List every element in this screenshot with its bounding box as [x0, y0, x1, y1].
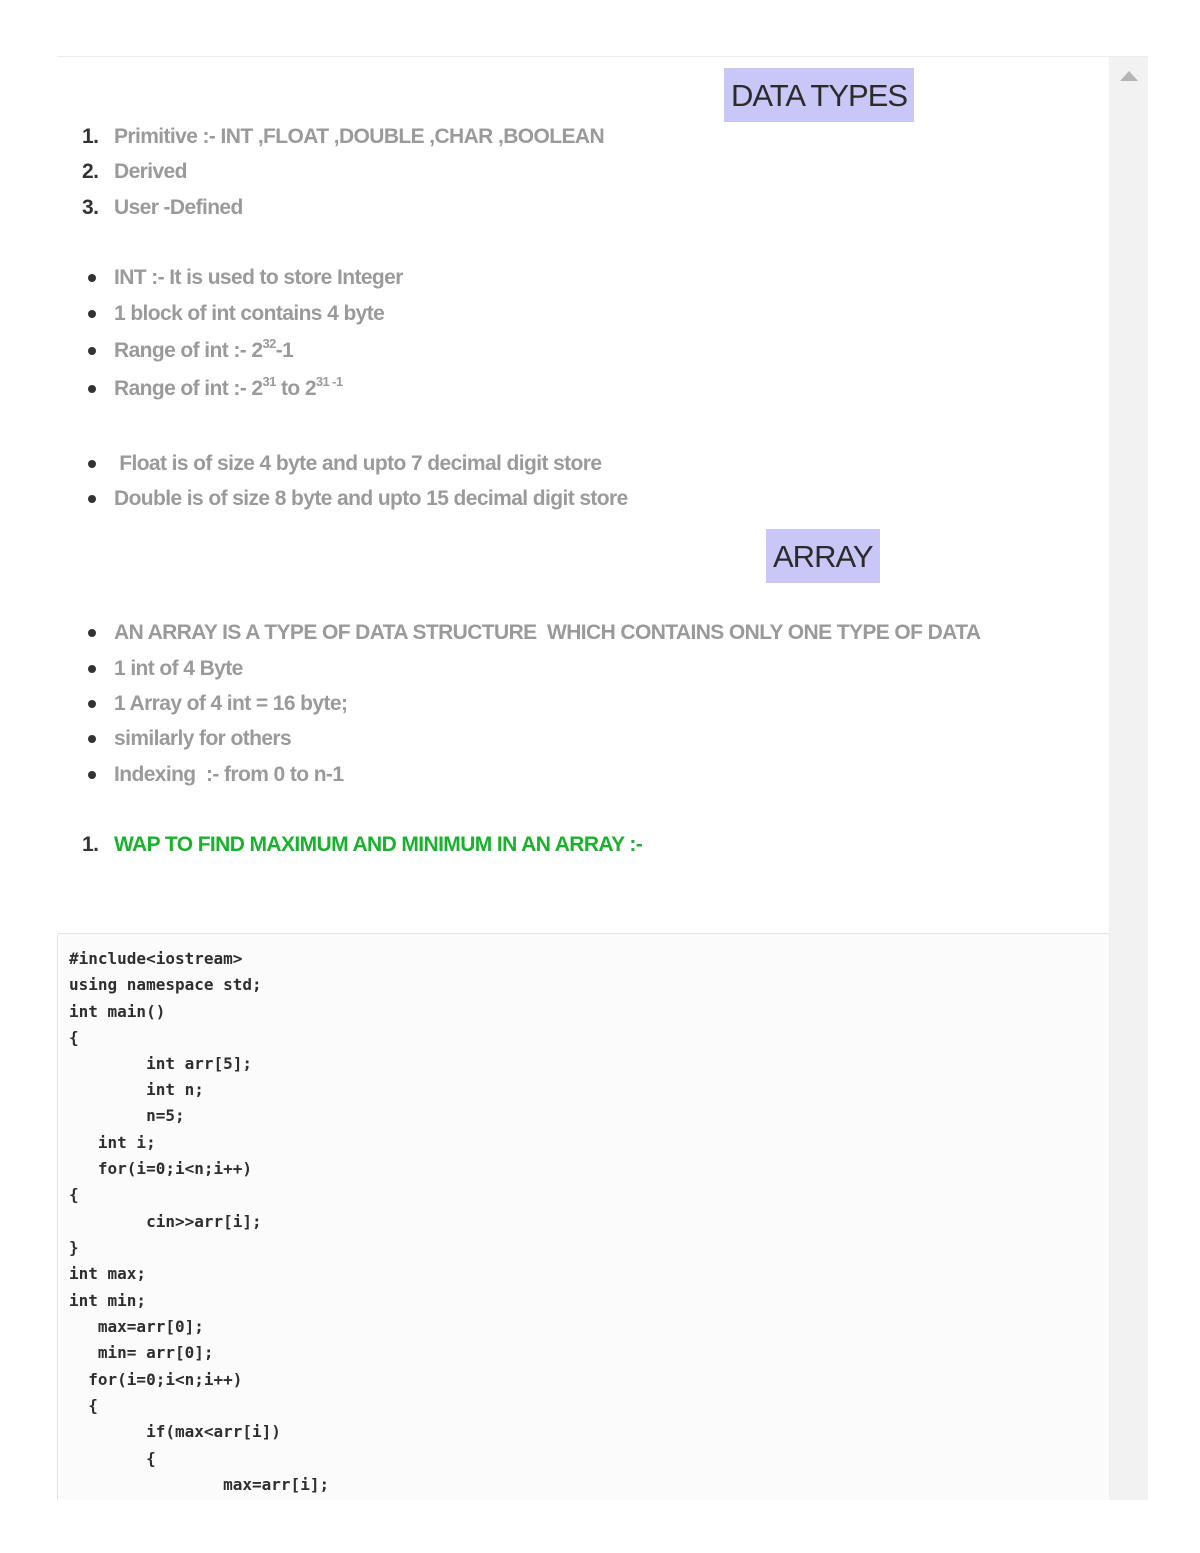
- bullet-icon: [88, 629, 96, 637]
- list-number: 3.: [82, 196, 99, 219]
- list-number: 1.: [82, 125, 99, 148]
- code-line: for(i=0;i<n;i++): [69, 1159, 253, 1178]
- bullet-text: INT :- It is used to store Integer: [114, 266, 403, 289]
- task-title: WAP TO FIND MAXIMUM AND MINIMUM IN AN ARRAY :-: [114, 833, 643, 856]
- code-line: max=arr[0];: [69, 1317, 204, 1336]
- bullet-icon: [88, 700, 96, 708]
- code-block[interactable]: [57, 933, 1110, 1500]
- code-line: }: [69, 1238, 79, 1257]
- code-line: n=5;: [69, 1106, 185, 1125]
- list-number: 2.: [82, 160, 99, 183]
- code-line: int n;: [69, 1080, 204, 1099]
- heading-data-types: DATA TYPES: [724, 68, 914, 122]
- bullet-text: similarly for others: [114, 727, 292, 750]
- bullet-text: [114, 374, 343, 404]
- code-line: cin>>arr[i];: [69, 1212, 262, 1231]
- code-line: int min;: [69, 1291, 147, 1310]
- exponent: 32: [262, 336, 276, 351]
- bullet-icon: [88, 385, 96, 393]
- vertical-scrollbar[interactable]: [1109, 57, 1148, 1500]
- document-content: [57, 57, 1109, 1500]
- list-item-text: User -Defined: [114, 196, 243, 219]
- bullet-text: Float is of size 4 byte and upto 7 decimal digit store: [114, 452, 602, 475]
- bullet-icon: [88, 495, 96, 503]
- bullet-text: [114, 336, 293, 366]
- code-line: int max;: [69, 1264, 147, 1283]
- code-line: if(max<arr[i]): [69, 1422, 281, 1441]
- document-frame[interactable]: [57, 57, 1148, 1500]
- bullet-text: Indexing :- from 0 to n-1: [114, 763, 344, 786]
- bullet-icon: [88, 347, 96, 355]
- bullet-icon: [88, 310, 96, 318]
- code-line: {: [69, 1396, 98, 1415]
- heading-array: ARRAY: [766, 529, 880, 583]
- bullet-text: AN ARRAY IS A TYPE OF DATA STRUCTURE WHICH CONTAINS ONLY ONE TYPE OF DATA: [114, 621, 981, 644]
- exponent: 31 -1: [315, 374, 343, 389]
- range-prefix: Range of int :- 2: [114, 339, 263, 362]
- bullet-icon: [88, 771, 96, 779]
- code-line: min= arr[0];: [69, 1343, 214, 1362]
- code-line: int i;: [69, 1133, 156, 1152]
- bullet-text: Double is of size 8 byte and upto 15 decimal digit store: [114, 487, 628, 510]
- bullet-text: 1 block of int contains 4 byte: [114, 302, 385, 325]
- exponent: 31: [262, 374, 276, 389]
- bullet-icon: [88, 274, 96, 282]
- range-prefix: Range of int :- 2: [114, 377, 263, 400]
- list-item-text: Derived: [114, 160, 187, 183]
- code-line: #include<iostream>: [69, 949, 243, 968]
- code-line: int arr[5];: [69, 1054, 253, 1073]
- list-number: 1.: [82, 833, 99, 856]
- code-line: for(i=0;i<n;i++): [69, 1370, 243, 1389]
- bullet-icon: [88, 665, 96, 673]
- range-suffix: -1: [275, 339, 294, 362]
- code-line: {: [69, 1028, 79, 1047]
- code-line: max=arr[i];: [69, 1475, 330, 1494]
- bullet-text: 1 int of 4 Byte: [114, 657, 243, 680]
- code-line: {: [69, 1185, 79, 1204]
- code-line: using namespace std;: [69, 975, 262, 994]
- bullet-icon: [88, 735, 96, 743]
- bullet-text: 1 Array of 4 int = 16 byte;: [114, 692, 348, 715]
- bullet-icon: [88, 460, 96, 468]
- code-line: {: [69, 1449, 156, 1468]
- range-mid: to 2: [275, 377, 316, 400]
- code-line: int main(): [69, 1002, 166, 1021]
- list-item-text: Primitive :- INT ,FLOAT ,DOUBLE ,CHAR ,BOOLEAN: [114, 125, 605, 148]
- scroll-up-arrow-icon[interactable]: [1120, 71, 1138, 81]
